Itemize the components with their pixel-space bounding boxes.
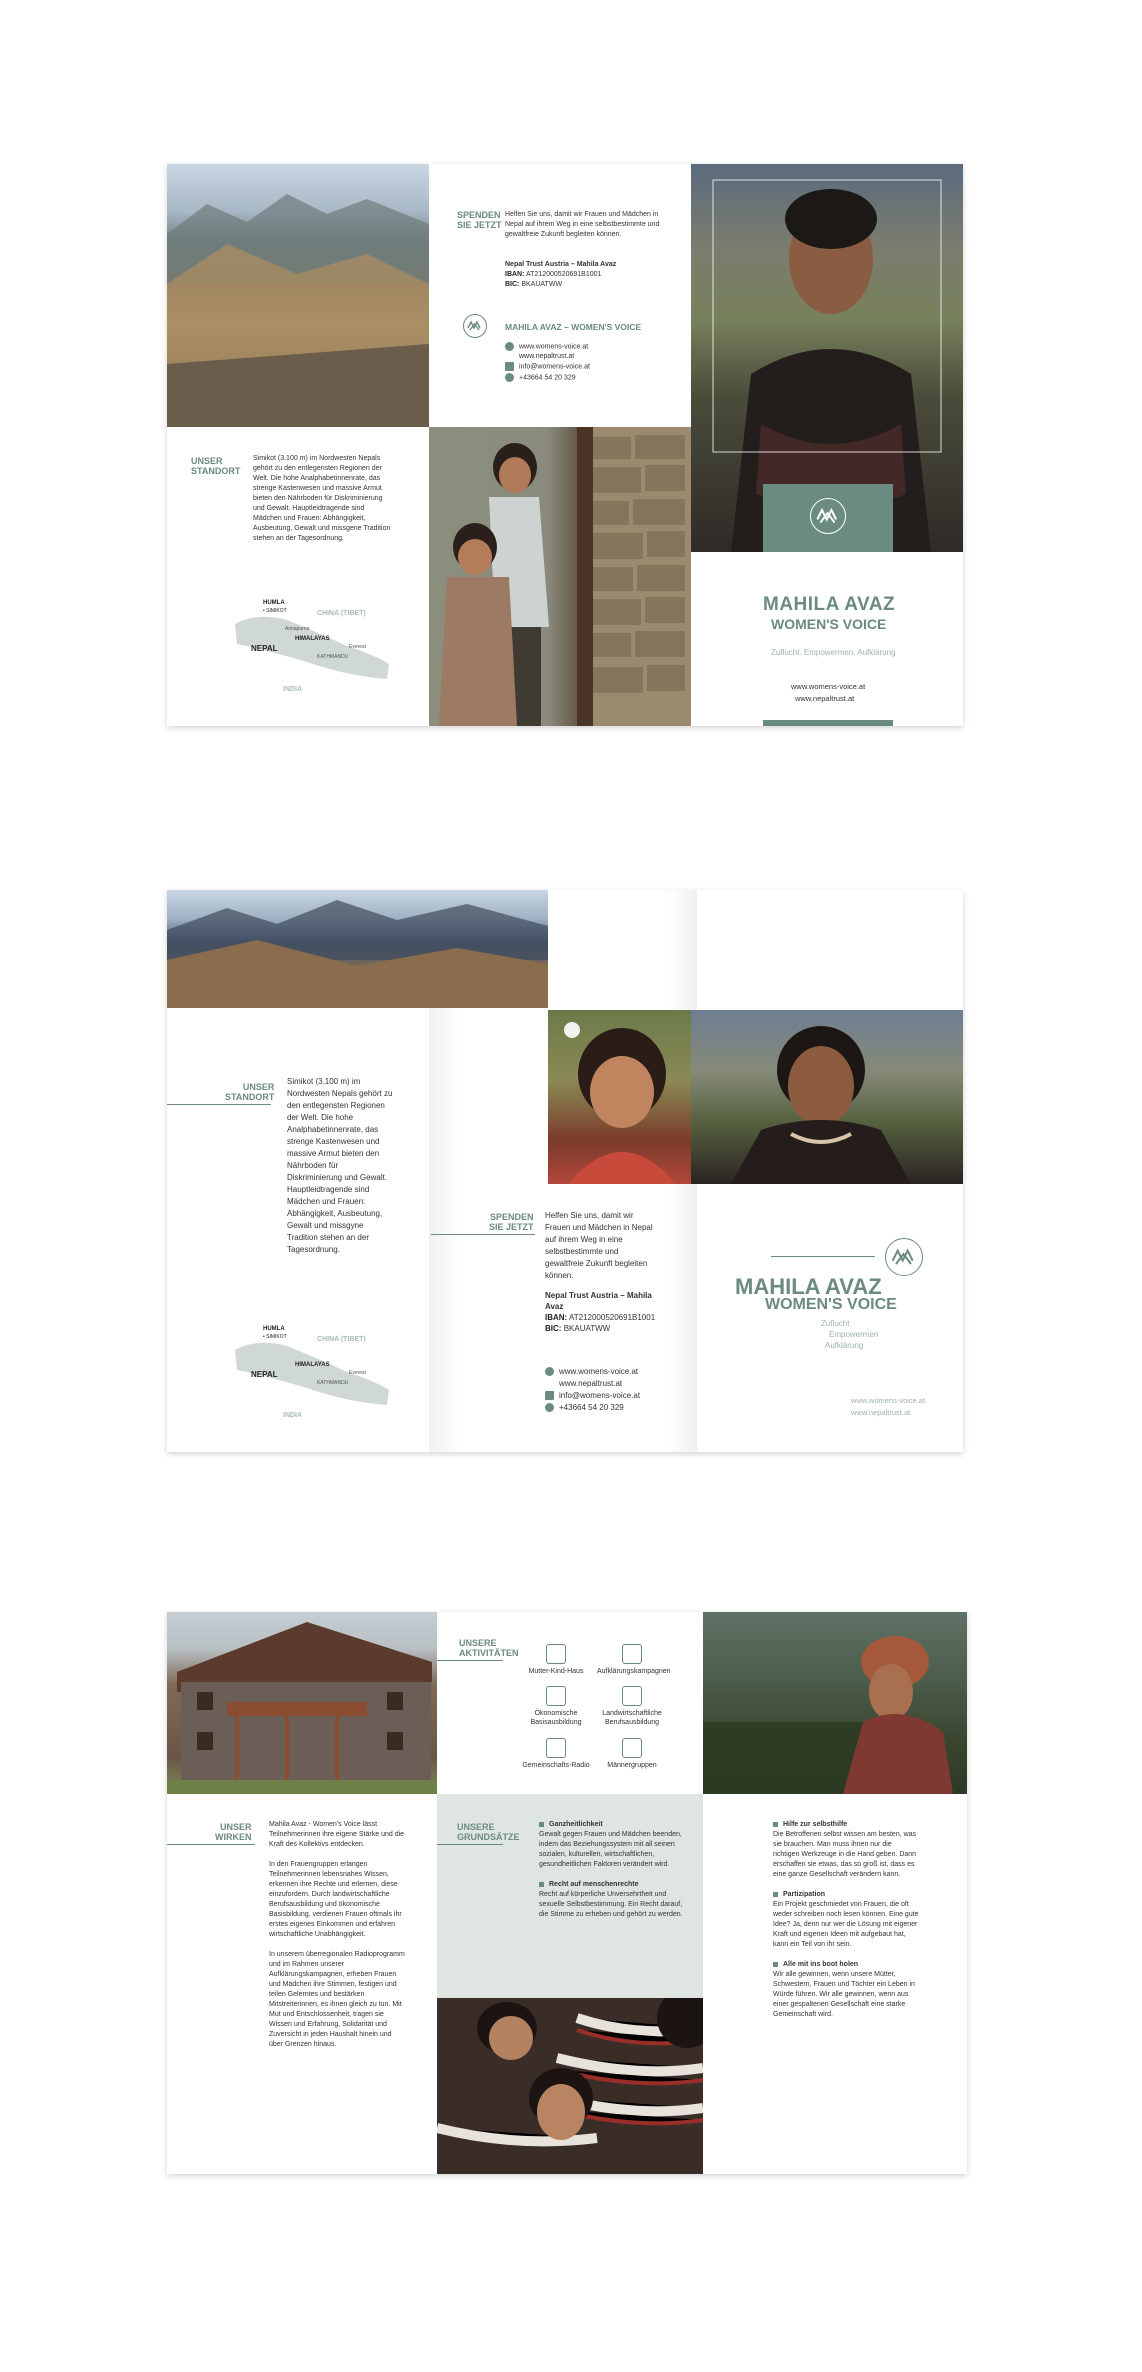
activity-campaigns: Aufklärungskampagnen: [597, 1644, 667, 1676]
microphone-icon: [546, 1738, 566, 1758]
org-name: MAHILA AVAZ – WOMEN'S VOICE: [505, 322, 642, 332]
cover-web-2[interactable]: www.nepaltrust.at: [851, 1408, 911, 1417]
map-nepal: NEPAL: [251, 644, 278, 653]
house-icon: [546, 1644, 566, 1664]
email-link[interactable]: info@womens-voice.at: [545, 1390, 640, 1402]
phone-link[interactable]: +43664 54 20 329: [545, 1402, 640, 1414]
cover-web-1[interactable]: www.womens-voice.at: [791, 682, 866, 691]
donate-label: SPENDEN SIE JETZT: [457, 210, 502, 230]
logo-icon: [463, 314, 487, 338]
cover-rule: [771, 1256, 875, 1257]
location-text: Simikot (3.100 m) im Nordwesten Nepals gehört zu den entlegensten Regionen der Welt. Die hohe Analphabetinnenrate, das strenge Kastenwesen und massive Armut bieten den Nährboden für Diskriminierung und Gewalt. Hauptleidtragende sind Mädchen und Frauen: Abhängigkeit, Ausbeutung, Gewalt und missgene Tradition stehen an der Tagesordnung.: [253, 455, 391, 542]
bullet-icon: [773, 1822, 778, 1827]
work-label: UNSER WIRKEN: [215, 1822, 252, 1842]
map-himalayas: HIMALAYAS: [295, 636, 330, 642]
work-text: Mahila Avaz - Women's Voice lässt Teilnehmerinnen ihre eigene Stärke und die Kraft des Kollektivs entdecken. In den Frauengruppen erlangen Teilnehmerinnen lebensnahes Wissen, erkennen ihre Rechte und erlernen, diese einzufordern. Durch landwirtschaftliche Berufsausbildung und ökonomische Basisbildung, verdienen Frauen oftmals ihr erstes eigenes Einkommen und erfahren wirtschaftliche Unabhängigkeit. In unserem überregionalen Radioprogramm und im Rahmen unserer Aufklärungskampagnen, erheben Frauen und Mädchen ihre Stimmen, festigen und teilen Gelerntes und bestärken Mitstreiterinnen, es ihnen gleich zu tun. Mit Mut und Entschlossenheit, tragen sie Wissen und Erfahrung, Solidarität und Zuversicht in jeden Haushalt hinein und über Grenzen hinaus.: [269, 1821, 405, 2048]
plant-icon: [622, 1686, 642, 1706]
logo-icon: [810, 498, 846, 534]
activity-men-groups: Männergruppen: [597, 1738, 667, 1770]
brochure-3: [167, 1612, 967, 2174]
megaphone-icon: [622, 1644, 642, 1664]
woman-headscarf-photo: [703, 1612, 967, 1794]
brochure-1: [167, 164, 963, 726]
principles-text: Ganzheitlichkeit Gewalt gegen Frauen und Mädchen beenden, indem das Beziehungssystem mit all seinen sozialen, kulturellen, wirtschaftlichen, gesundheitlichen Faktoren verändert wird. Recht auf menschenrechte Recht auf körperliche Unversehrtheit und sexuelle Selbstbestimmung. Ein Recht darauf, die Stimme zu erheben und gehört zu werden.: [539, 1821, 683, 1918]
right-principles-text: Hilfe zur selbsthilfe Die Betroffenen selbst wissen am besten, was sie brauchen. Man muss ihnen nur die richtigen Werkzeuge in die Hand geben. Dann erschaffen sie etwas, das so groß ist, dass es eine ganze Gesellschaft verändern kann. Partizipation Ein Projekt geschmiedet von Frauen, die oft weder schreiben noch lesen können. Eine gute Idee? Ja, denn nur wer die Lösung mit eigener Kraft und eigenen Ideen mit aufgebaut hat, kann ein Teil von ihr sein. Alle mit ins boot holen Wir alle gewinnen, wenn unsere Mütter, Schwestern, Frauen und Töchter ein Leben in Würde führen. Wir alle gewinnen, wenn aus einer gespaltenen Gesellschaft eine starke Gemeinschaft wird.: [773, 1821, 919, 2018]
logo-badge: [763, 484, 893, 552]
map-humla: HUMLA: [263, 600, 285, 606]
map-kathmandu: KATHMANDU: [317, 654, 349, 660]
phone-icon: [505, 373, 514, 382]
bullet-icon: [539, 1882, 544, 1887]
bullet-icon: [773, 1962, 778, 1967]
location-text: Simikot (3.100 m) im Nordwesten Nepals gehört zu den entlegensten Regionen der Welt. Die hohe Analphabetinnenrate, das strenge Kastenwesen und massive Armut bieten den Nährboden für Diskriminierung und Gewalt. Hauptleidtragende sind Mädchen und Frauen: Abhängigkeit, Ausbeutung, Gewalt und missgyne Tradition stehen an der Tagesordnung.: [287, 1077, 393, 1254]
house-photo: [167, 1612, 437, 1794]
map-india: INDIA: [283, 1412, 303, 1419]
activity-radio: Gemeinschafts-Radio: [521, 1738, 591, 1770]
activity-agriculture: Landwirtschaftliche Berufsausbildung: [597, 1686, 667, 1727]
nepal-map: [227, 600, 397, 704]
work-rule: [167, 1844, 255, 1845]
woman-portrait-photo: [691, 164, 963, 552]
map-simikot: • SIMIKOT: [263, 1334, 287, 1340]
group-icon: [622, 1738, 642, 1758]
contact-list: [545, 1366, 640, 1414]
location-label: UNSER STANDORT: [225, 1082, 275, 1102]
donate-label: SPENDEN SIE JETZT: [489, 1212, 534, 1232]
map-nepal: NEPAL: [251, 1370, 278, 1379]
cover-tagline: Zuflucht. Empowermen. Aufklärung: [771, 648, 896, 657]
phone-link[interactable]: +43664 54 20 329: [505, 373, 590, 383]
girls-photo: [429, 427, 691, 726]
map-china: CHINA (TIBET): [317, 1336, 366, 1343]
gear-icon: [546, 1686, 566, 1706]
phone-icon: [545, 1403, 554, 1412]
cover-bar: [763, 720, 893, 726]
activity-mother-child: Mutter-Kind-Haus: [521, 1644, 591, 1676]
map-everest: Everest: [349, 1370, 366, 1376]
cover-title: MAHILA AVAZ: [763, 594, 896, 615]
map-annapurna: Annapurna: [285, 626, 310, 632]
activity-economic: Ökonomische Basisausbildung: [521, 1686, 591, 1727]
mail-icon: [505, 362, 514, 371]
map-kathmandu: KATHMANDU: [317, 1380, 349, 1386]
mountain-banner-photo: [167, 890, 548, 1008]
map-himalayas: HIMALAYAS: [295, 1362, 330, 1368]
cover-title: MAHILA AVAZ: [735, 1274, 882, 1299]
map-simikot: • SIMIKOT: [263, 608, 287, 614]
donate-rule: [431, 1234, 535, 1235]
location-label: UNSER STANDORT: [191, 456, 241, 476]
bullet-icon: [539, 1822, 544, 1827]
cover-web-2[interactable]: www.nepaltrust.at: [795, 694, 855, 703]
activities-rule: [437, 1660, 503, 1661]
donate-text: Helfen Sie uns, damit wir Frauen und Mädchen in Nepal auf ihrem Weg in eine selbstbestimmte und gewaltfreie Zukunft begleiten können.: [545, 1211, 653, 1280]
children-photo: [437, 1998, 703, 2174]
cover-web-1[interactable]: www.womens-voice.at: [851, 1396, 926, 1405]
map-china: CHINA (TIBET): [317, 610, 366, 617]
principles-rule: [437, 1844, 503, 1845]
donate-panel: [429, 164, 691, 427]
nepal-map: [227, 1326, 397, 1430]
principles-label: UNSERE GRUNDSÄTZE: [457, 1822, 520, 1842]
brochure-2: [167, 890, 963, 1452]
mountain-photo: [167, 164, 429, 427]
map-humla: HUMLA: [263, 1326, 285, 1332]
contact-list: [505, 342, 590, 383]
globe-icon: [505, 342, 514, 351]
girl-portrait-photo: [548, 1010, 691, 1184]
web-link-2[interactable]: www.nepaltrust.at: [519, 353, 575, 361]
cover-subtitle: WOMEN'S VOICE: [771, 616, 887, 632]
location-rule: [167, 1104, 271, 1105]
woman-portrait-photo: [691, 1010, 963, 1184]
logo-icon: [885, 1238, 923, 1276]
bank-details: Nepal Trust Austria – Mahila Avaz IBAN: AT212000520691B1001 BIC: BKAUATWW: [505, 261, 617, 288]
globe-icon: [545, 1367, 554, 1376]
cover-subtitle: WOMEN'S VOICE: [765, 1296, 897, 1313]
cover-tagline: Zuflucht Empowermen Aufklärung: [821, 1319, 879, 1350]
map-everest: Everest: [349, 644, 366, 650]
mail-icon: [545, 1391, 554, 1400]
email-link[interactable]: info@womens-voice.at: [505, 362, 590, 372]
web-link-2[interactable]: www.nepaltrust.at: [559, 1379, 623, 1388]
web-link-1[interactable]: www.womens-voice.at: [545, 1366, 640, 1378]
bullet-icon: [773, 1892, 778, 1897]
bank-details: Nepal Trust Austria – Mahila Avaz IBAN: AT212000520691B1001 BIC: BKAUATWW: [545, 1291, 656, 1333]
web-link-1[interactable]: www.womens-voice.at: [505, 342, 590, 352]
map-india: INDIA: [283, 686, 303, 693]
activities-label: UNSERE AKTIVITÄTEN: [459, 1638, 519, 1658]
donate-text: Helfen Sie uns, damit wir Frauen und Mädchen in Nepal auf ihrem Weg in eine selbstbestimmte und gewaltfreie Zukunft begleiten können.: [505, 211, 660, 238]
